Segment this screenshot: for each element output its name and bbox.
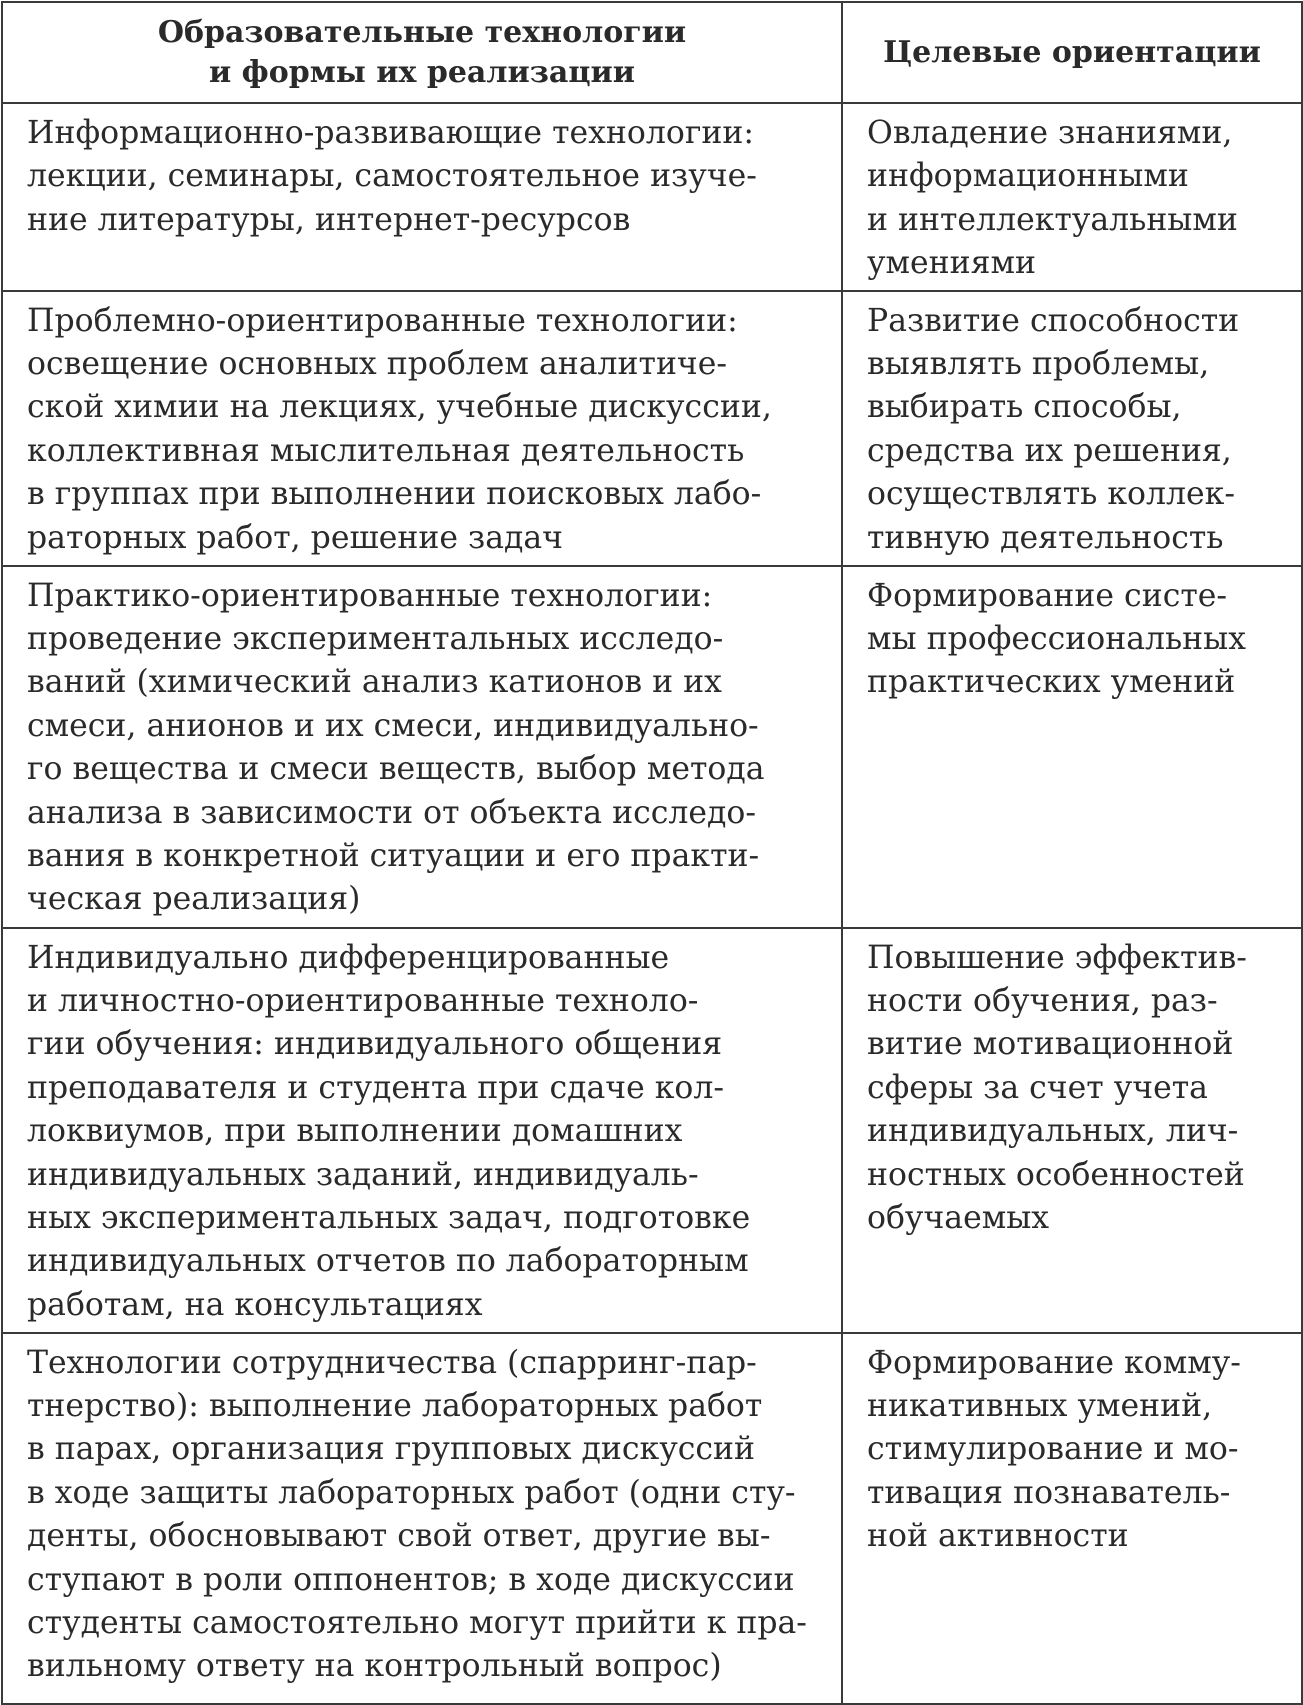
- cell-line: выявлять проблемы,: [867, 346, 1210, 383]
- goal-cell: [842, 1333, 1302, 1704]
- cell-line: коллективная мыслительная деятельность: [27, 432, 745, 469]
- cell-line: никативных умений,: [867, 1388, 1213, 1425]
- cell-line: в группах при выполнении поисковых лабо-: [27, 476, 762, 513]
- cell-line: раторных работ, решение задач: [27, 519, 564, 556]
- table-body: [2, 103, 1302, 1704]
- cell-line: Информационно-развивающие технологии:: [27, 115, 754, 151]
- cell-line: студенты самостоятельно могут прийти к пра-: [27, 1605, 807, 1642]
- goal-cell: [842, 566, 1302, 928]
- cell-line: тивация познаватель-: [867, 1474, 1231, 1511]
- cell-line: ных экспериментальных задач, подготовке: [27, 1200, 751, 1237]
- technology-cell: [2, 291, 842, 566]
- cell-line: вания в конкретной ситуации и его практи-: [27, 838, 760, 875]
- cell-line: ностных особенностей: [867, 1156, 1245, 1193]
- cell-line: Технологии сотрудничества (спарринг-пар-: [27, 1344, 757, 1381]
- technology-cell: [2, 1333, 842, 1704]
- header-line: Целевые ориентации: [883, 34, 1261, 70]
- cell-line: Формирование систе-: [867, 577, 1228, 614]
- cell-line: Индивидуально дифференцированные: [27, 939, 670, 976]
- table-row: [2, 566, 1302, 928]
- cell-line: индивидуальных заданий, индивидуаль-: [27, 1156, 699, 1193]
- cell-line: практических умений: [867, 664, 1236, 701]
- cell-line: смеси, анионов и их смеси, индивидуально-: [27, 707, 759, 744]
- cell-line: ваний (химический анализ катионов и их: [27, 664, 722, 701]
- cell-line: ности обучения, раз-: [867, 983, 1218, 1020]
- table-row: [2, 291, 1302, 566]
- cell-line: стимулирование и мо-: [867, 1431, 1239, 1468]
- cell-line: Развитие способности: [867, 302, 1240, 339]
- cell-line: индивидуальных, лич-: [867, 1113, 1239, 1150]
- cell-line: выбирать способы,: [867, 389, 1182, 426]
- cell-line: осуществлять коллек-: [867, 476, 1235, 513]
- cell-line: средства их решения,: [867, 432, 1232, 469]
- cell-line: Проблемно-ориентированные технологии:: [27, 302, 738, 339]
- table-header-row: [2, 2, 1302, 103]
- table-row: [2, 103, 1302, 291]
- cell-line: проведение экспериментальных исследо-: [27, 621, 724, 658]
- cell-line: вильному ответу на контрольный вопрос): [27, 1648, 722, 1685]
- cell-line: и интеллектуальными: [867, 201, 1238, 238]
- cell-line: ной активности: [867, 1518, 1129, 1555]
- cell-line: работам, на консультациях: [27, 1286, 483, 1323]
- header-line: и формы их реализации: [208, 54, 636, 90]
- cell-line: Практико-ориентированные технологии:: [27, 577, 713, 614]
- cell-line: мы профессиональных: [867, 621, 1247, 658]
- cell-line: освещение основных проблем аналитиче-: [27, 346, 728, 383]
- cell-line: сферы за счет учета: [867, 1069, 1208, 1106]
- cell-line: тнерство): выполнение лабораторных работ: [27, 1388, 763, 1425]
- cell-line: Повышение эффектив-: [867, 939, 1247, 976]
- cell-line: Формирование комму-: [867, 1344, 1241, 1381]
- cell-line: информационными: [867, 158, 1189, 195]
- cell-line: тивную деятельность: [867, 519, 1224, 556]
- table-row: [2, 928, 1302, 1333]
- cell-line: в парах, организация групповых дискуссий: [27, 1431, 756, 1468]
- cell-line: го вещества и смеси веществ, выбор метода: [27, 751, 765, 788]
- cell-line: умениями: [867, 245, 1037, 282]
- goal-cell: [842, 928, 1302, 1333]
- cell-line: ступают в роли оппонентов; в ходе дискуссии: [27, 1561, 795, 1598]
- goal-cell: [842, 103, 1302, 291]
- table-row: [2, 1333, 1302, 1704]
- header-technologies: [2, 2, 842, 103]
- technology-cell: [2, 566, 842, 928]
- technologies-table: [1, 1, 1303, 1705]
- cell-line: анализа в зависимости от объекта исследо-: [27, 794, 757, 831]
- cell-line: денты, обосновывают свой ответ, другие вы-: [27, 1518, 771, 1555]
- cell-line: обучаемых: [867, 1200, 1050, 1237]
- cell-line: и личностно-ориентированные техноло-: [27, 983, 699, 1020]
- cell-line: Овладение знаниями,: [867, 115, 1233, 151]
- header-goals: [842, 2, 1302, 103]
- cell-line: ческая реализация): [27, 881, 361, 918]
- cell-line: ской химии на лекциях, учебные дискуссии,: [27, 389, 772, 426]
- cell-line: преподавателя и студента при сдаче кол-: [27, 1069, 725, 1106]
- cell-line: витие мотивационной: [867, 1026, 1234, 1063]
- cell-line: локвиумов, при выполнении домашних: [27, 1113, 683, 1150]
- technology-cell: [2, 103, 842, 291]
- technology-cell: [2, 928, 842, 1333]
- cell-line: ние литературы, интернет-ресурсов: [27, 201, 631, 238]
- cell-line: в ходе защиты лабораторных работ (одни сту-: [27, 1474, 796, 1511]
- cell-line: гии обучения: индивидуального общения: [27, 1026, 723, 1063]
- header-line: Образовательные технологии: [157, 14, 687, 50]
- cell-line: лекции, семинары, самостоятельное изуче-: [27, 158, 757, 195]
- goal-cell: [842, 291, 1302, 566]
- cell-line: индивидуальных отчетов по лабораторным: [27, 1243, 749, 1280]
